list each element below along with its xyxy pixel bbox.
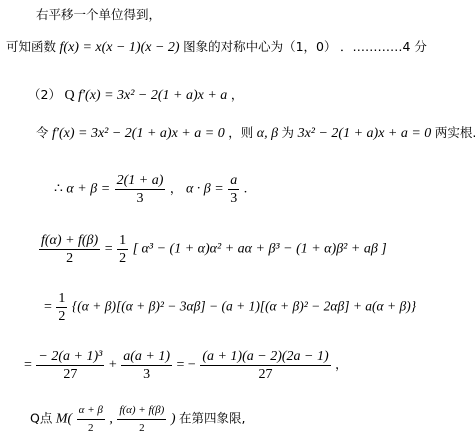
fraction-product: $\frac{a}{3}$: [230, 173, 238, 206]
text-line-8: [24, 348, 348, 383]
point-m-close: ): [170, 411, 176, 427]
text-symmetry-center: 图象的对称中心为（1，0）: [183, 39, 337, 54]
punctuation: ，: [169, 180, 183, 196]
therefore-symbol: ∴: [54, 181, 63, 197]
text-two-real-roots: 两实根.: [434, 125, 476, 140]
text-line-9: [30, 402, 245, 437]
equals: =: [24, 357, 32, 373]
equals-negative: = −: [176, 357, 196, 373]
formula-function: f(x) = x(x − 1)(x − 2): [59, 40, 180, 55]
punctuation: .: [243, 181, 248, 197]
fraction-sum: $\frac{2(1 + a)}{3}$: [116, 173, 164, 206]
formula-quadratic: 3x² − 2(1 + a)x + a = 0: [297, 126, 432, 141]
punctuation: ，: [335, 356, 348, 372]
text-line-4: [36, 124, 476, 143]
because-symbol: Q: [64, 88, 75, 103]
part-label: （2）: [28, 87, 61, 102]
fraction-midpoint-x: $\frac{\alpha + \beta}{2}$: [78, 404, 103, 434]
equals: =: [104, 241, 113, 257]
text-shift-right: 右平移一个单位得到，: [36, 7, 162, 22]
fraction-midpoint-y: $\frac{f(\alpha) + f(\beta)}{2}$: [119, 404, 165, 434]
text-line-7: [44, 290, 416, 325]
text-point: Q点: [30, 410, 53, 426]
text-line-6: [38, 232, 387, 267]
formula-derivative-zero: f′(x) = 3x² − 2(1 + a)x + a = 0: [52, 126, 225, 141]
formula-derivative: f′(x) = 3x² − 2(1 + a)x + a: [78, 88, 228, 103]
text-function-prefix: 可知函数: [6, 39, 57, 54]
text-let: 令: [36, 125, 49, 140]
text-fourth-quadrant: 在第四象限,: [178, 410, 246, 426]
formula-simplified: {(α + β)[(α + β)² − 3αβ] − (a + 1)[(α + β)² − 2αβ] + a(α + β)}: [71, 298, 417, 314]
formula-sum: α + β =: [66, 181, 111, 197]
text-line-5: [54, 172, 247, 207]
text-then: ，则: [228, 125, 254, 140]
fraction-linear-term: $\frac{a(a + 1)}{3}$: [123, 349, 171, 382]
text-line-1: [36, 6, 161, 24]
plus: +: [108, 357, 117, 373]
formula-alpha-beta: α, β: [256, 126, 279, 141]
text-line-2: [6, 38, 427, 57]
fraction-factored: $\frac{(a + 1)(a - 2)(2a - 1)}{27}$: [202, 349, 329, 382]
text-line-3: [28, 86, 243, 105]
formula-product: α · β =: [185, 181, 224, 197]
fraction-average: $\frac{f(\alpha) + f(\beta)}{2}$: [41, 233, 99, 266]
fraction-half: $\frac{1}{2}$: [58, 291, 66, 324]
equals: =: [44, 299, 52, 315]
point-m-open: M(: [55, 411, 73, 427]
punctuation: ，: [230, 87, 244, 102]
fraction-half: $\frac{1}{2}$: [119, 233, 127, 266]
formula-expansion: [ α³ − (1 + α)α² + aα + β³ − (1 + α)β² + aβ ]: [132, 241, 387, 257]
punctuation: ,: [109, 411, 113, 427]
text-score-dots: ．…………4 分: [340, 39, 427, 54]
fraction-cubic-term: $\frac{\text{− 2(a + 1)³}}{27}$: [38, 349, 103, 382]
text-are: 为: [281, 125, 295, 140]
